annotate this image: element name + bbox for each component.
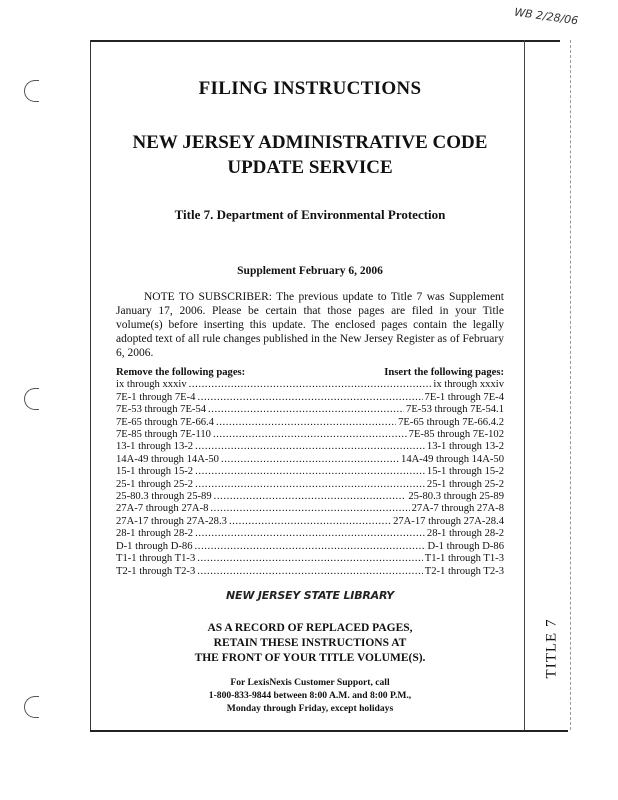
remove-range: 15-1 through 15-2: [116, 466, 194, 478]
subscriber-note: [116, 290, 504, 360]
insert-range: T2-1 through T2-3: [424, 565, 504, 577]
table-row: [116, 566, 504, 578]
support-line: Monday through Friday, except holidays: [226, 703, 394, 714]
insert-range: D-1 through D-86: [427, 540, 504, 552]
insert-range: 13-1 through 13-2: [426, 441, 504, 453]
insert-range: 14A-49 through 14A-50: [401, 453, 504, 465]
record-line: RETAIN THESE INSTRUCTIONS AT: [213, 637, 407, 649]
frame-right-border: [524, 40, 525, 730]
remove-range: 7E-1 through 7E-4: [116, 391, 196, 403]
remove-header: Remove the following pages:: [116, 367, 246, 378]
insert-range: 28-1 through 28-2: [426, 528, 504, 540]
insert-range: 15-1 through 15-2: [426, 466, 504, 478]
dot-leader: [197, 566, 423, 578]
insert-range: 27A-7 through 27A-8: [411, 503, 504, 515]
dot-leader: [221, 454, 399, 466]
remove-range: 27A-7 through 27A-8: [116, 503, 209, 515]
insert-header: Insert the following pages:: [384, 367, 504, 378]
punch-hole: [24, 696, 39, 718]
remove-range: 25-1 through 25-2: [116, 478, 194, 490]
table-row: [116, 466, 504, 478]
dot-leader: [197, 392, 422, 404]
insert-range: 7E-1 through 7E-4: [424, 391, 504, 403]
dot-leader: [216, 417, 396, 429]
dot-leader: [195, 479, 425, 491]
table-row: [116, 392, 504, 404]
remove-range: 14A-49 through 14A-50: [116, 453, 219, 465]
library-stamp: NEW JERSEY STATE LIBRARY: [226, 589, 394, 602]
dot-leader: [197, 553, 423, 565]
dot-leader: [195, 528, 425, 540]
table-row: [116, 441, 504, 453]
insert-range: ix through xxxiv: [433, 379, 504, 391]
table-row: [116, 379, 504, 391]
table-row: [116, 417, 504, 429]
dot-leader: [229, 516, 391, 528]
table-row: [116, 491, 504, 503]
subtitle-line: UPDATE SERVICE: [227, 157, 393, 178]
dot-leader: [195, 441, 425, 453]
frame-top-border: [90, 40, 560, 42]
insert-range: T1-1 through T1-3: [424, 553, 504, 565]
frame-left-border: [90, 40, 91, 730]
pages-table: [116, 367, 504, 578]
table-row: [116, 516, 504, 528]
record-line: AS A RECORD OF REPLACED PAGES,: [207, 622, 413, 634]
remove-range: ix through xxxiv: [116, 379, 187, 391]
side-tab-label: TITLE 7: [543, 618, 560, 679]
remove-range: 28-1 through 28-2: [116, 528, 194, 540]
remove-range: 7E-65 through 7E-66.4: [116, 416, 214, 428]
page-edge-line: [570, 40, 571, 730]
insert-range: 25-1 through 25-2: [426, 478, 504, 490]
support-line: For LexisNexis Customer Support, call: [230, 677, 390, 688]
remove-range: 27A-17 through 27A-28.3: [116, 515, 227, 527]
customer-support: [100, 676, 520, 715]
table-row: [116, 404, 504, 416]
table-row: [116, 454, 504, 466]
insert-range: 7E-85 through 7E-102: [408, 429, 504, 441]
dot-leader: [210, 503, 409, 515]
remove-range: 25-80.3 through 25-89: [116, 491, 212, 503]
remove-range: 7E-53 through 7E-54: [116, 404, 207, 416]
page-title: FILING INSTRUCTIONS: [198, 78, 422, 99]
remove-range: D-1 through D-86: [116, 540, 193, 552]
remove-range: T1-1 through T1-3: [116, 553, 196, 565]
dot-leader: [208, 404, 404, 416]
insert-range: 25-80.3 through 25-89: [408, 491, 504, 503]
support-line: 1-800-833-9844 between 8:00 A.M. and 8:00 P.M.,: [208, 690, 412, 701]
punch-hole: [24, 388, 39, 410]
supplement-date: Supplement February 6, 2006: [237, 265, 383, 277]
record-line: THE FRONT OF YOUR TITLE VOLUME(S).: [194, 652, 426, 664]
pages-table-header: [116, 367, 504, 379]
dot-leader: [189, 379, 432, 391]
remove-range: T2-1 through T2-3: [116, 565, 196, 577]
insert-range: 27A-17 through 27A-28.4: [393, 515, 504, 527]
dot-leader: [195, 466, 425, 478]
record-instructions: [100, 621, 520, 666]
subtitle-line: NEW JERSEY ADMINISTRATIVE CODE: [132, 132, 488, 153]
dot-leader: [195, 541, 426, 553]
table-row: [116, 553, 504, 565]
note-paragraph: NOTE TO SUBSCRIBER: The previous update to Title 7 was Supplement January 17, 2006. Please be certain that those pages are filed in your Title volume(s) before inserting this update. The enclosed pages contain the legally adopted text of all rule changes published in the New Jersey Register as of February 6, 2006.: [116, 291, 504, 359]
dot-leader: [214, 491, 407, 503]
punch-hole: [24, 80, 39, 102]
remove-range: 7E-85 through 7E-110: [116, 429, 211, 441]
table-row: [116, 479, 504, 491]
table-row: [116, 528, 504, 540]
frame-bottom-border: [90, 730, 568, 732]
handwritten-note: WB 2/28/06: [513, 5, 579, 28]
pages-table-rows: [116, 379, 504, 578]
page-subtitle: [100, 130, 520, 180]
table-row: [116, 541, 504, 553]
table-row: [116, 503, 504, 515]
dot-leader: [213, 429, 407, 441]
table-row: [116, 429, 504, 441]
insert-range: 7E-65 through 7E-66.4.2: [398, 416, 504, 428]
insert-range: 7E-53 through 7E-54.1: [406, 404, 504, 416]
remove-range: 13-1 through 13-2: [116, 441, 194, 453]
department-title: Title 7. Department of Environmental Protection: [174, 207, 446, 222]
